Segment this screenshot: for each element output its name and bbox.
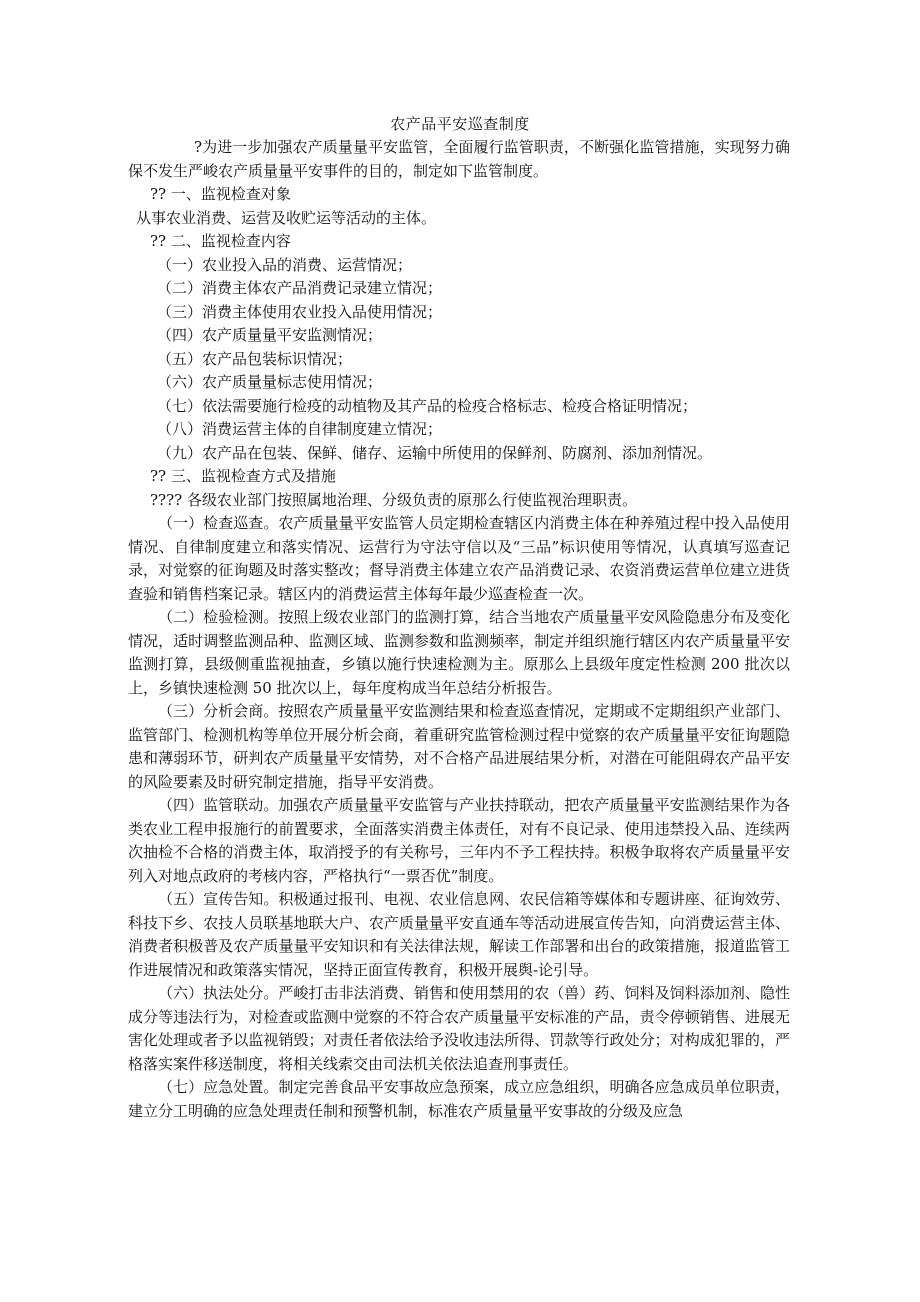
method-paragraph: （五）宣传告知。积极通过报刊、电视、农业信息网、农民信箱等媒体和专题讲座、征询效劳、科技下乡、农技人员联基地联大户、农产质量量平安直通车等活动进展宣传告知，向消费运营主体、消费者积极普及农产质量量平安知识和有关法律法规，解读工作部署和出台的政策措施，报道监管工作进展情况和政策落实情况，坚持正面宣传教育，积极开展舆-论引导。 <box>128 890 790 979</box>
list-item: （一）农业投入品的消费、运营情况； <box>157 255 413 274</box>
section-heading-contents: ?? 二、监视检查内容 <box>150 232 291 250</box>
section-lead-methods: ???? 各级农业部门按照属地治理、分级负责的原那么行使监视治理职责。 <box>150 490 637 509</box>
list-item: （七）依法需要施行检疫的动植物及其产品的检疫合格标志、检疫合格证明情况； <box>157 396 698 415</box>
list-item: （三）消费主体使用农业投入品使用情况； <box>157 302 443 321</box>
section-heading-methods: ?? 三、监视检查方式及措施 <box>150 467 336 485</box>
list-item: （八）消费运营主体的自律制度建立情况； <box>157 420 443 438</box>
list-item: （四）农产质量量平安监测情况； <box>157 326 383 344</box>
list-item: （五）农产品包装标识情况； <box>157 349 353 368</box>
method-paragraph: （七）应急处置。制定完善食品平安事故应急预案，成立应急组织，明确各应急成员单位职责，建立分工明确的应急处理责任制和预警机制，标准农产质量量平安事故的分级及应急 <box>128 1078 790 1120</box>
method-paragraph: （一）检查巡查。农产质量量平安监管人员定期检查辖区内消费主体在种养殖过程中投入品使用情况、自律制度建立和落实情况、运营行为守法守信以及“三品”标识使用等情况，认真填写巡查记录，对觉察的征询题及时落实整改；督导消费主体建立农产品消费记录、农资消费运营单位建立进货查验和销售档案记录。辖区内的消费运营主体每年最少巡查检查一次。 <box>128 514 790 603</box>
list-item: （九）农产品在包装、保鲜、储存、运输中所使用的保鲜剂、防腐剂、添加剂情况。 <box>157 443 713 462</box>
section-text-objects: 从事农业消费、运营及收贮运等活动的主体。 <box>136 208 437 227</box>
method-paragraph: （六）执法处分。严峻打击非法消费、销售和使用禁用的农（兽）药、饲料及饲料添加剂、隐性成分等违法行为，对检查或监测中觉察的不符合农产质量量平安标准的产品，责令停顿销售、进展无害化处理或者予以监视销毁；对责任者依法给予没收违法所得、罚款等行政处分；对构成犯罪的，严格落实案件移送制度，将相关线索交由司法机关依法追查刑事责任。 <box>128 984 790 1073</box>
document-body <box>128 136 790 1123</box>
document-title: 农产品平安巡查制度 <box>390 115 530 133</box>
list-item: （二）消费主体农产品消费记录建立情况； <box>157 279 443 297</box>
section-heading-objects: ?? 一、监视检查对象 <box>150 185 291 203</box>
method-paragraph: （四）监管联动。加强农产质量量平安监管与产业扶持联动，把农产质量量平安监测结果作为各类农业工程申报施行的前置要求，全面落实消费主体责任，对有不良记录、使用违禁投入品、连续两次抽检不合格的消费主体，取消授予的有关称号，三年内不予工程扶持。积极争取将农产质量量平安列入对地点政府的考核内容，严格执行“一票否优”制度。 <box>128 796 790 885</box>
method-paragraph: （二）检验检测。按照上级农业部门的监测打算，结合当地农产质量量平安风险隐患分布及变化情况，适时调整监测品种、监测区域、监测参数和监测频率，制定并组织施行辖区内农产质量量平安监测打算，县级侧重监视抽查，乡镇以施行快速检测为主。原那么上县级年度定性检测 200 批次以上，乡镇快速检测 50 批次以上，每年度构成当年总结分析报告。 <box>128 608 790 697</box>
intro-paragraph: ?为进一步加强农产质量量平安监管，全面履行监管职责，不断强化监管措施，实现努力确保不发生严峻农产质量量平安事件的目的，制定如下监管制度。 <box>128 138 790 180</box>
method-paragraph: （三）分析会商。按照农产质量量平安监测结果和检查巡查情况，定期或不定期组织产业部门、监管部门、检测机构等单位开展分析会商，着重研究监管检测过程中觉察的农产质量量平安征询题隐患和薄弱环节，研判农产质量量平安情势，对不合格产品进展结果分析，对潜在可能阻碍农产品平安的风险要素及时研究制定措施，指导平安消费。 <box>128 702 790 791</box>
list-item: （六）农产质量量标志使用情况； <box>157 373 383 391</box>
